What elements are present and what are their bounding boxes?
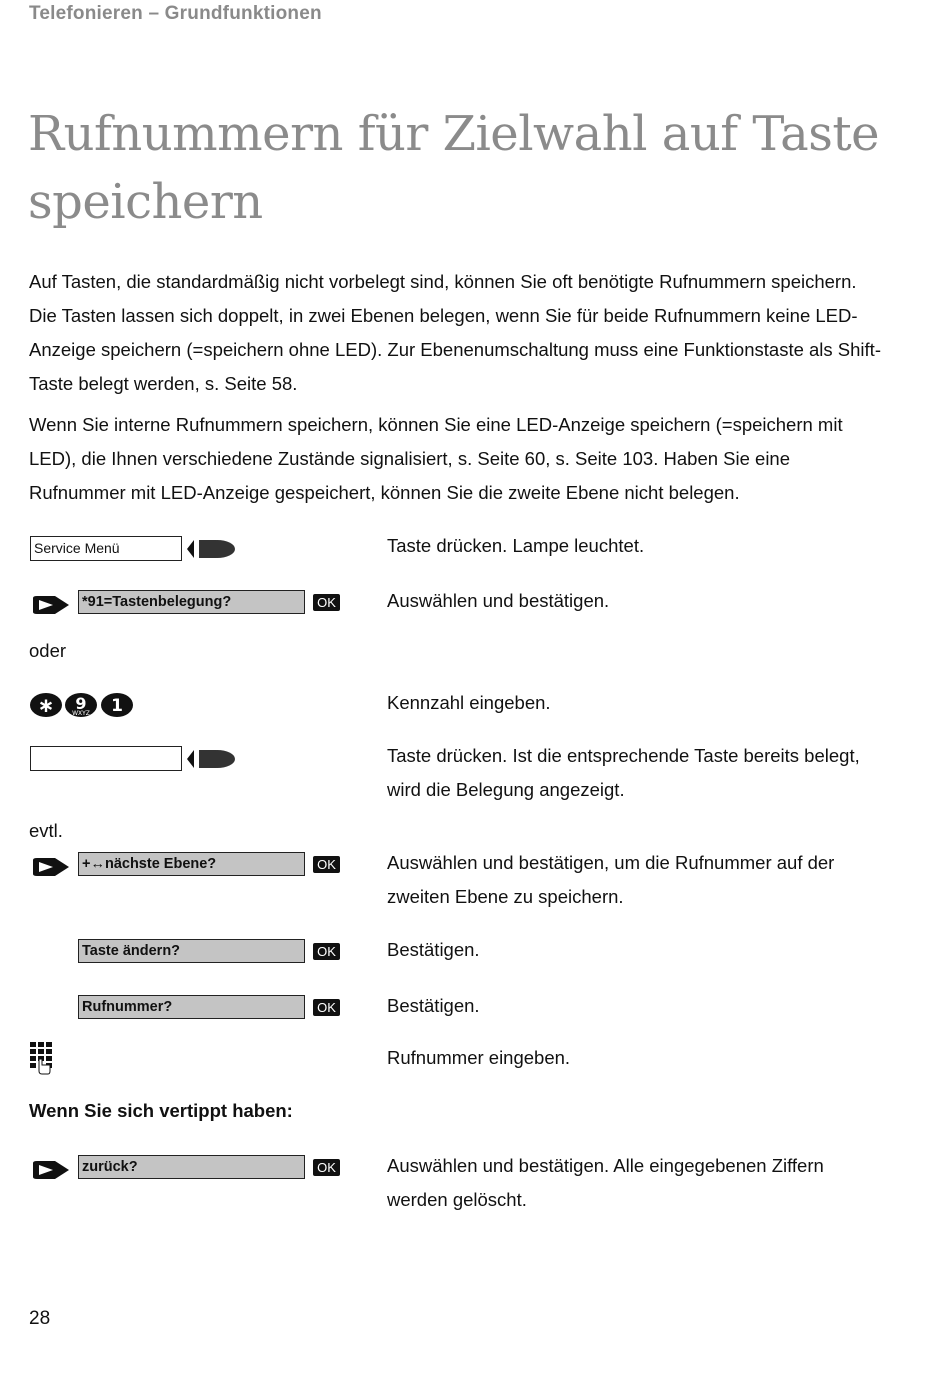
keypad-icon[interactable] — [29, 1041, 55, 1075]
step-keypress-desc: Taste drücken. Ist die entsprechende Taste bereits belegt, wird die Belegung angezeigt. — [387, 745, 860, 800]
step-service-desc: Taste drücken. Lampe leuchtet. — [387, 535, 645, 556]
section-header: Telefonieren – Grundfunktionen — [29, 3, 322, 24]
display-number[interactable]: Rufnummer? — [78, 995, 305, 1019]
display-change-key[interactable]: Taste ändern? — [78, 939, 305, 963]
arrow-right-icon[interactable] — [31, 856, 71, 878]
page-number: 28 — [29, 1308, 51, 1329]
page-title: Rufnummern für Zielwahl auf Taste speichern — [28, 106, 880, 230]
step-back-desc: Auswählen und bestätigen. Alle eingegebenen Ziffern werden gelöscht. — [387, 1155, 824, 1210]
step-code-desc: Kennzahl eingeben. — [387, 692, 551, 713]
lamp-icon — [184, 538, 238, 560]
step-confirm-desc: Bestätigen. — [387, 939, 480, 960]
arrow-right-icon[interactable] — [31, 1159, 71, 1181]
function-key[interactable] — [30, 746, 182, 771]
step-confirm-desc-2: Bestätigen. — [387, 995, 480, 1016]
ok-button[interactable]: OK — [313, 594, 340, 611]
mistake-heading: Wenn Sie sich vertippt haben: — [29, 1100, 293, 1121]
ok-button[interactable]: OK — [313, 856, 340, 873]
step-enter-number-desc: Rufnummer eingeben. — [387, 1047, 571, 1068]
display-tastenbelegung[interactable]: *91=Tastenbelegung? — [78, 590, 305, 614]
key-9-sub: WXYZ — [72, 710, 90, 717]
lamp-icon — [184, 748, 238, 770]
ok-button[interactable]: OK — [313, 1159, 340, 1176]
intro-paragraph-2: Wenn Sie interne Rufnummern speichern, können Sie eine LED-Anzeige speichern (=speichern mit LED), die Ihnen verschiedene Zustände signalisiert, s. Seite 60, s. Seite 103. Haben Sie eine Rufnummer mit LED-Anzeige gespeichert, können Sie die zweite Ebene nicht belegen. — [29, 414, 843, 503]
key-star-label: ∗ — [37, 693, 55, 717]
display-back[interactable]: zurück? — [78, 1155, 305, 1179]
step-next-level-desc: Auswählen und bestätigen, um die Rufnummer auf der zweiten Ebene zu speichern. — [387, 852, 835, 907]
display-next-level[interactable]: +↔nächste Ebene? — [78, 852, 305, 876]
key-9-label: 9 — [75, 694, 87, 713]
optional-word: evtl. — [29, 820, 63, 841]
intro-paragraph-1: Auf Tasten, die standardmäßig nicht vorbelegt sind, können Sie oft benötigte Rufnummern speichern. Die Tasten lassen sich doppelt, in zwei Ebenen belegen, wenn Sie für beide Rufnummern keine LED-Anzeige speichern (=speichern ohne LED). Zur Ebenenumschaltung muss eine Funktionstaste als Shift-Taste belegt werden, s. Seite 58. — [29, 271, 881, 394]
arrow-right-icon[interactable] — [31, 594, 71, 616]
ok-button[interactable]: OK — [313, 943, 340, 960]
key-1-label: 1 — [111, 696, 123, 716]
or-word: oder — [29, 640, 67, 661]
ok-button[interactable]: OK — [313, 999, 340, 1016]
code-keys[interactable] — [29, 692, 137, 718]
service-menu-key[interactable]: Service Menü — [30, 536, 182, 561]
step-select-desc: Auswählen und bestätigen. — [387, 590, 610, 611]
